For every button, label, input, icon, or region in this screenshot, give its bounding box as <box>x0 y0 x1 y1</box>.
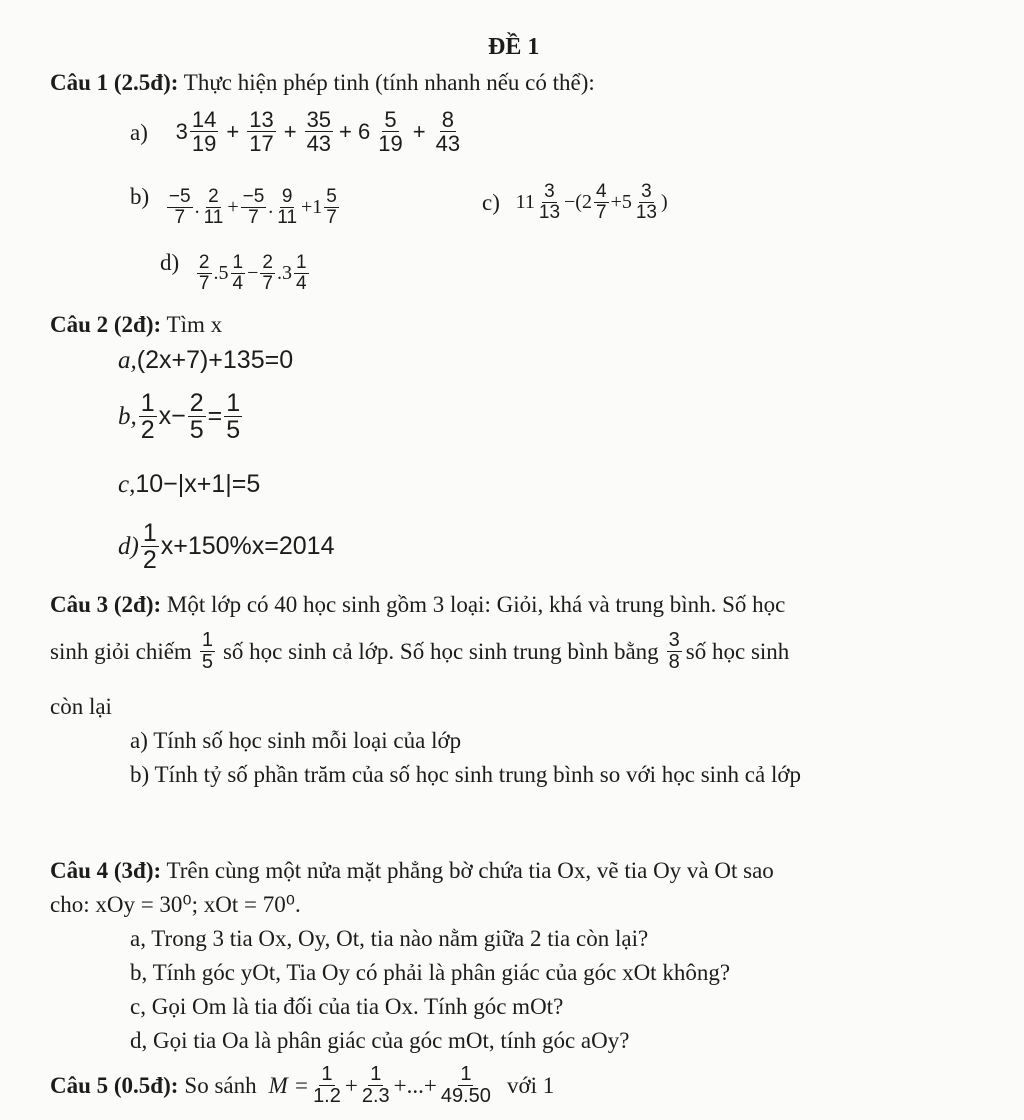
q1a-label: a) <box>130 120 148 146</box>
question-1-label: Câu 1 (2.5đ): <box>50 70 179 95</box>
q1d-label: d) <box>160 249 180 275</box>
q1b-label: b) <box>130 183 150 209</box>
question-4-line2: cho: xOy = 30⁰; xOt = 70⁰. <box>50 892 301 917</box>
q4-part-b: b, Tính góc yOt, Tia Oy có phải là phân giác của góc xOt không? <box>130 960 731 985</box>
question-5-label: Câu 5 (0.5đ): <box>50 1072 179 1098</box>
q3-part-b: b) Tính tỷ số phần trăm của số học sinh trung bình so với học sinh cả lớp <box>130 762 802 787</box>
q1-part-b <box>130 182 341 228</box>
question-3-label: Câu 3 (2đ): <box>50 592 162 617</box>
q3-part-a: a) Tính số học sinh mỗi loại của lớp <box>130 728 462 753</box>
q2-part-b: b, 1 2 x− $\frac{2}{5}$ = $\frac{1}{5}$ <box>118 389 241 445</box>
question-3-line3: còn lại <box>50 694 112 719</box>
q1-part-d <box>160 248 311 294</box>
question-2-header <box>50 312 222 338</box>
q1a-frac2: $\frac{13}{17}$ <box>249 107 274 157</box>
q1c-expression: 11 3 13 −(2 4 7 +5 3 13 ) <box>515 181 668 223</box>
question-3-line1: Câu 3 (2đ): Một lớp có 40 học sinh gồm 3 loại: Giỏi, khá và trung bình. Số học <box>50 592 786 617</box>
q1a-frac5: $\frac{8}{43}$ <box>435 107 461 157</box>
question-2-label: Câu 2 (2đ): <box>50 312 162 337</box>
question-3-line2: sinh giỏi chiếm 1 5 số học sinh cả lớp. Số học sinh trung bình bằng 3 8 số học sinh <box>50 629 790 673</box>
page-title: ĐỀ 1 <box>488 34 540 60</box>
question-4-line1: Câu 4 (3đ): Trên cùng một nửa mặt phẳng bờ chứa tia Ox, vẽ tia Oy và Ot sao <box>50 858 774 883</box>
q1-part-c <box>482 182 668 223</box>
q1a-frac4: 5 19 <box>378 107 403 157</box>
q1a-frac3: $\frac{35}{43}$ <box>306 107 332 157</box>
q2a-expression: (2x+7)+135=0 <box>136 346 294 374</box>
question-1-header <box>50 70 595 96</box>
q1c-label: c) <box>482 189 500 215</box>
q4-part-c: c, Gọi Om là tia đối của tia Ox. Tính góc mOt? <box>130 994 564 1019</box>
q1a-int1: 3 <box>175 118 188 144</box>
q2-part-c: c,10−|x+1|=5 <box>118 470 261 498</box>
q1b-expression: −5 7 . 2 11 + $\frac{-5}{7}$ . 9 11 +1 5 7 <box>168 186 337 228</box>
q1a-frac1: 14 19 <box>191 107 217 157</box>
question-5: Câu 5 (0.5đ): So sánh M = $\frac{1}{1.2}$ + $\frac{1}{2.3}$ +...+ $\frac{1}{49.50}$ với 1 <box>50 1063 555 1107</box>
q1a-expression: 3 14 19 + $\frac{13}{17}$ + $\frac{35}{43}$ + 6 5 19 + $\frac{8}{43}$ <box>175 107 461 157</box>
q4-part-a: a, Trong 3 tia Ox, Oy, Ot, tia nào nằm giữa 2 tia còn lại? <box>130 926 649 951</box>
q1d-expression: 2 7 .5 1 4 − $\frac{2}{7}$ .3 1 4 <box>198 252 307 294</box>
q2-part-a: a,(2x+7)+135=0 <box>118 346 294 374</box>
question-1-text: Thực hiện phép tinh (tính nhanh nếu có thể): <box>183 70 595 95</box>
q2c-expression: 10−|x+1|=5 <box>135 470 261 498</box>
q1-part-a <box>130 108 464 155</box>
q2-part-d: d) 1 2 x+150%x=2014 <box>118 519 335 575</box>
q4-part-d: d, Gọi tia Oa là phân giác của góc mOt, tính góc aOy? <box>130 1028 630 1053</box>
question-2-text: Tìm x <box>166 312 223 337</box>
question-4-label: Câu 4 (3đ): <box>50 858 162 883</box>
